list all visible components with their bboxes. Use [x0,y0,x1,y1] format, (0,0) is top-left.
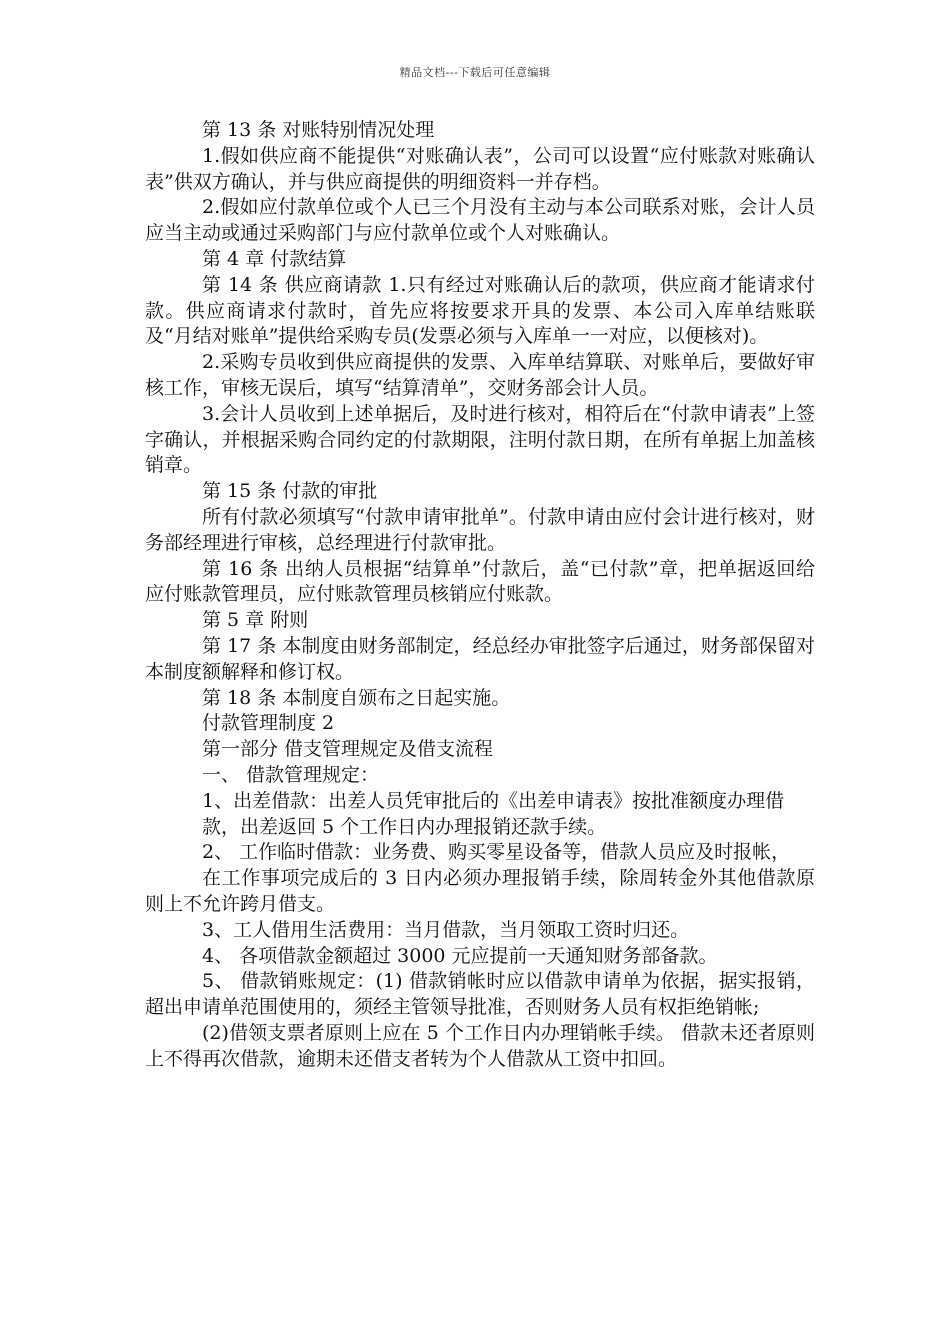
subsection-heading: 一、 借款管理规定： [202,763,380,786]
paragraph: 第 18 条 本制度自颁布之日起实施。 [202,686,511,709]
paragraph: 第 16 条 出纳人员根据“结算单”付款后，盖“已付款”章，把单据返回给应付账款管理员，应付账款管理员核销应付账款。 [145,557,815,606]
article-15-heading: 第 15 条 付款的审批 [202,480,378,503]
section-title: 付款管理制度 2 [202,712,335,735]
list-item-continuation: 在工作事项完成后的 3 日内必须办理报销手续，除周转金外其他借款原则上不允许跨月借支。 [145,867,815,915]
list-item: 5、 借款销账规定：(1) 借款销帐时应以借款申请单为依据，据实报销，超出申请单范围使用的，须经主管领导批准，否则财务人员有权拒绝销帐; [145,970,815,1019]
paragraph: 2.假如应付款单位或个人已三个月没有主动与本公司联系对账，会计人员应当主动或通过采购部门与应付款单位或个人对账确认。 [145,196,815,245]
list-item-continuation: 款，出差返回 5 个工作日内办理报销还款手续。 [202,815,607,838]
paragraph: 1.假如供应商不能提供“对账确认表”，公司可以设置“应付账款对账确认表”供双方确认，并与供应商提供的明细资料一并存档。 [145,144,815,193]
part-heading: 第一部分 借支管理规定及借支流程 [202,738,494,761]
page-header: 精品文档---下载后可任意编辑 [399,66,551,79]
list-item: 1、出差借款：出差人员凭审批后的《出差申请表》按批准额度办理借 [202,789,785,812]
chapter-4-heading: 第 4 章 付款结算 [202,247,347,270]
paragraph: 3.会计人员收到上述单据后，及时进行核对，相符后在“付款申请表”上签字确认，并根据采购合同约定的付款期限，注明付款日期，在所有单据上加盖核销章。 [145,402,815,477]
chapter-5-heading: 第 5 章 附则 [202,609,309,632]
list-item: 2、 工作临时借款：业务费、购买零星设备等，借款人员应及时报帐， [202,841,791,864]
document-body [145,118,815,1072]
paragraph: 2.采购专员收到供应商提供的发票、入库单结算联、对账单后，要做好审核工作，审核无误后，填写“结算清单”，交财务部会计人员。 [145,351,815,399]
article-13-heading: 第 13 条 对账特别情况处理 [202,119,435,141]
list-item-continuation: (2)借领支票者原则上应在 5 个工作日内办理销帐手续。 借款未还者原则上不得再次借款，逾期未还借支者转为个人借款从工资中扣回。 [145,1021,815,1070]
paragraph: 第 14 条 供应商请款 1.只有经过对账确认后的款项，供应商才能请求付款。供应商请求付款时，首先应将按要求开具的发票、本公司入库单结账联及“月结对账单”提供给采购专员(发票必须与入库单一一对应，以便核对)。 [145,273,815,348]
list-item: 4、 各项借款金额超过 3000 元应提前一天通知财务部备款。 [202,944,718,967]
paragraph: 所有付款必须填写“付款申请审批单”。付款申请由应付会计进行核对，财务部经理进行审核，总经理进行付款审批。 [145,505,815,554]
paragraph: 第 17 条 本制度由财务部制定，经总经办审批签字后通过，财务部保留对本制度额解释和修订权。 [145,634,815,683]
list-item: 3、工人借用生活费用：当月借款，当月领取工资时归还。 [202,918,690,941]
